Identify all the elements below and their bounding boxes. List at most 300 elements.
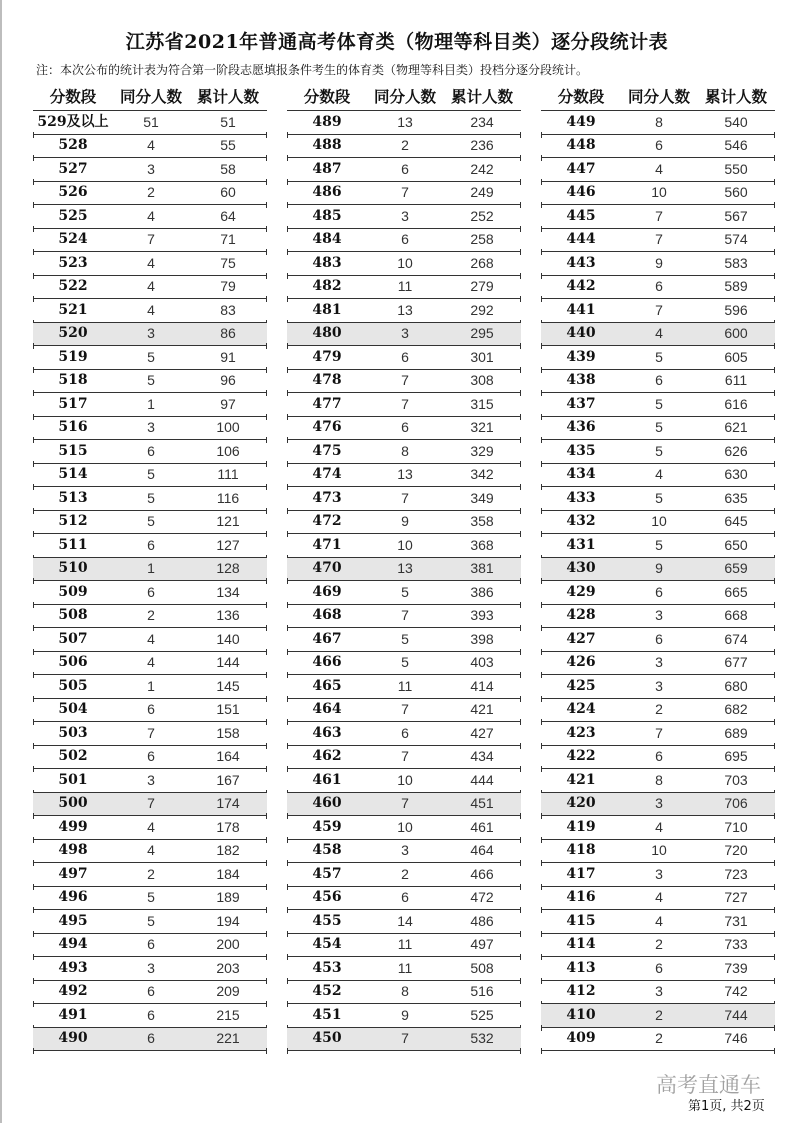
same-count-cell: 2 — [401, 865, 409, 882]
cumulative-cell: 567 — [724, 207, 748, 224]
same-count-cell: 7 — [401, 489, 409, 506]
same-count-cell: 11 — [397, 959, 413, 976]
score-cell: 488 — [312, 137, 342, 154]
same-count-cell: 10 — [651, 184, 667, 201]
score-cell: 508 — [58, 607, 88, 624]
score-cell: 449 — [566, 113, 596, 130]
cumulative-cell: 746 — [724, 1030, 748, 1047]
cumulative-cell: 626 — [724, 442, 748, 459]
score-cell: 455 — [312, 912, 342, 929]
score-cell: 412 — [566, 983, 596, 1000]
table-row — [33, 464, 267, 488]
table-row — [287, 1004, 521, 1028]
same-count-cell: 11 — [397, 936, 413, 953]
score-cell: 459 — [312, 818, 342, 835]
score-cell: 458 — [312, 842, 342, 859]
same-count-cell: 3 — [655, 654, 663, 671]
score-cell: 422 — [566, 748, 596, 765]
table-row — [33, 182, 267, 206]
cumulative-cell: 710 — [724, 818, 748, 835]
cumulative-cell: 733 — [724, 936, 748, 953]
score-cell: 435 — [566, 442, 596, 459]
score-cell: 461 — [312, 771, 342, 788]
score-table-column-2 — [287, 84, 521, 1051]
same-count-cell: 2 — [147, 865, 155, 882]
score-cell: 509 — [58, 583, 88, 600]
table-row — [33, 440, 267, 464]
score-cell: 462 — [312, 748, 342, 765]
table-row — [541, 628, 775, 652]
cumulative-cell: 421 — [470, 701, 494, 718]
same-count-cell: 5 — [147, 489, 155, 506]
score-cell: 491 — [58, 1006, 88, 1023]
cumulative-cell: 434 — [470, 748, 494, 765]
cumulative-cell: 611 — [724, 372, 748, 389]
score-cell: 476 — [312, 419, 342, 436]
cumulative-cell: 742 — [724, 983, 748, 1000]
table-row — [287, 746, 521, 770]
same-count-cell: 6 — [655, 137, 663, 154]
same-count-cell: 6 — [147, 583, 155, 600]
score-cell: 423 — [566, 724, 596, 741]
cumulative-cell: 178 — [216, 818, 240, 835]
same-count-cell: 5 — [401, 630, 409, 647]
score-cell: 434 — [566, 466, 596, 483]
cumulative-cell: 616 — [724, 395, 748, 412]
score-cell: 419 — [566, 818, 596, 835]
cumulative-cell: 242 — [470, 160, 494, 177]
table-row — [33, 276, 267, 300]
score-cell: 446 — [566, 184, 596, 201]
same-count-cell: 3 — [655, 795, 663, 812]
header-score: 分数段 — [557, 88, 605, 106]
same-count-cell: 4 — [147, 137, 155, 154]
cumulative-cell: 106 — [216, 442, 240, 459]
table-row — [33, 675, 267, 699]
table-row — [541, 675, 775, 699]
same-count-cell: 7 — [401, 701, 409, 718]
same-count-cell: 5 — [147, 372, 155, 389]
score-cell: 479 — [312, 348, 342, 365]
score-cell: 489 — [312, 113, 342, 130]
table-row — [33, 934, 267, 958]
header-same-count: 同分人数 — [627, 88, 690, 106]
cumulative-cell: 279 — [470, 278, 494, 295]
same-count-cell: 3 — [147, 771, 155, 788]
same-count-cell: 6 — [147, 936, 155, 953]
table-row — [287, 158, 521, 182]
cumulative-cell: 650 — [724, 536, 748, 553]
score-cell: 453 — [312, 959, 342, 976]
same-count-cell: 7 — [147, 795, 155, 812]
table-row — [33, 299, 267, 323]
cumulative-cell: 189 — [216, 889, 240, 906]
score-cell: 474 — [312, 466, 342, 483]
same-count-cell: 6 — [401, 724, 409, 741]
page-title: 江苏省2021年普通高考体育类（物理等科目类）逐分段统计表 — [125, 31, 669, 53]
table-row — [287, 1028, 521, 1052]
score-cell: 470 — [312, 560, 342, 577]
table-row — [287, 440, 521, 464]
score-cell: 442 — [566, 278, 596, 295]
cumulative-cell: 403 — [470, 654, 494, 671]
cumulative-cell: 393 — [470, 607, 494, 624]
table-row — [33, 699, 267, 723]
table-row — [287, 276, 521, 300]
table-row — [287, 229, 521, 253]
cumulative-cell: 532 — [470, 1030, 494, 1047]
score-cell: 523 — [58, 254, 88, 271]
same-count-cell: 7 — [655, 301, 663, 318]
same-count-cell: 7 — [655, 207, 663, 224]
same-count-cell: 8 — [655, 771, 663, 788]
score-cell: 409 — [566, 1030, 596, 1047]
table-row — [33, 417, 267, 441]
table-row — [287, 675, 521, 699]
table-row — [287, 464, 521, 488]
table-row — [287, 370, 521, 394]
same-count-cell: 8 — [401, 442, 409, 459]
same-count-cell: 2 — [401, 137, 409, 154]
same-count-cell: 7 — [655, 724, 663, 741]
table-row — [33, 863, 267, 887]
score-cell: 443 — [566, 254, 596, 271]
same-count-cell: 7 — [401, 184, 409, 201]
table-row — [287, 581, 521, 605]
score-cell: 485 — [312, 207, 342, 224]
cumulative-cell: 727 — [724, 889, 748, 906]
same-count-cell: 6 — [655, 583, 663, 600]
score-cell: 441 — [566, 301, 596, 318]
cumulative-cell: 398 — [470, 630, 494, 647]
score-cell: 427 — [566, 630, 596, 647]
score-cell: 498 — [58, 842, 88, 859]
cumulative-cell: 659 — [724, 560, 748, 577]
score-cell: 414 — [566, 936, 596, 953]
table-row — [287, 346, 521, 370]
score-cell: 444 — [566, 231, 596, 248]
table-row — [541, 793, 775, 817]
table-row — [541, 558, 775, 582]
cumulative-cell: 184 — [216, 865, 240, 882]
cumulative-cell: 221 — [216, 1030, 240, 1047]
same-count-cell: 13 — [397, 301, 413, 318]
table-note: 注：本次公布的统计表为符合第一阶段志愿填报条件考生的体育类（物理等科目类）投档分逐分段统计。 — [36, 63, 589, 77]
same-count-cell: 4 — [147, 818, 155, 835]
cumulative-cell: 358 — [470, 513, 494, 530]
score-cell: 516 — [58, 419, 88, 436]
score-cell: 464 — [312, 701, 342, 718]
same-count-cell: 5 — [401, 583, 409, 600]
same-count-cell: 3 — [147, 160, 155, 177]
same-count-cell: 6 — [655, 278, 663, 295]
score-cell: 494 — [58, 936, 88, 953]
table-header — [541, 84, 775, 111]
score-cell: 495 — [58, 912, 88, 929]
same-count-cell: 3 — [401, 325, 409, 342]
score-cell: 454 — [312, 936, 342, 953]
same-count-cell: 1 — [147, 677, 155, 694]
table-row — [33, 158, 267, 182]
score-cell: 438 — [566, 372, 596, 389]
cumulative-cell: 96 — [220, 372, 236, 389]
score-cell: 475 — [312, 442, 342, 459]
same-count-cell: 4 — [147, 654, 155, 671]
table-row — [287, 182, 521, 206]
same-count-cell: 10 — [397, 818, 413, 835]
cumulative-cell: 589 — [724, 278, 748, 295]
table-row — [541, 158, 775, 182]
cumulative-cell: 550 — [724, 160, 748, 177]
table-row — [541, 722, 775, 746]
cumulative-cell: 151 — [216, 701, 240, 718]
table-row — [541, 511, 775, 535]
score-cell: 513 — [58, 489, 88, 506]
table-row — [33, 487, 267, 511]
cumulative-cell: 665 — [724, 583, 748, 600]
cumulative-cell: 349 — [470, 489, 494, 506]
table-row — [287, 628, 521, 652]
table-row — [541, 887, 775, 911]
table-row — [541, 276, 775, 300]
cumulative-cell: 516 — [470, 983, 494, 1000]
same-count-cell: 5 — [655, 395, 663, 412]
same-count-cell: 4 — [147, 301, 155, 318]
score-cell: 430 — [566, 560, 596, 577]
score-cell: 439 — [566, 348, 596, 365]
header-cumulative: 累计人数 — [450, 88, 513, 106]
header-cumulative: 累计人数 — [196, 88, 259, 106]
score-cell: 528 — [58, 137, 88, 154]
cumulative-cell: 58 — [220, 160, 236, 177]
table-row — [541, 252, 775, 276]
same-count-cell: 9 — [401, 513, 409, 530]
same-count-cell: 6 — [147, 1006, 155, 1023]
cumulative-cell: 236 — [470, 137, 494, 154]
same-count-cell: 6 — [147, 983, 155, 1000]
table-row — [541, 769, 775, 793]
same-count-cell: 2 — [655, 1030, 663, 1047]
same-count-cell: 3 — [655, 983, 663, 1000]
same-count-cell: 4 — [655, 889, 663, 906]
cumulative-cell: 723 — [724, 865, 748, 882]
same-count-cell: 5 — [147, 348, 155, 365]
table-row — [541, 464, 775, 488]
table-row — [287, 887, 521, 911]
cumulative-cell: 560 — [724, 184, 748, 201]
score-cell: 425 — [566, 677, 596, 694]
score-cell: 473 — [312, 489, 342, 506]
cumulative-cell: 134 — [216, 583, 240, 600]
table-row — [287, 863, 521, 887]
table-row — [33, 746, 267, 770]
table-row — [33, 910, 267, 934]
same-count-cell: 3 — [147, 419, 155, 436]
cumulative-cell: 674 — [724, 630, 748, 647]
table-row — [287, 769, 521, 793]
table-row — [541, 323, 775, 347]
table-row — [33, 370, 267, 394]
score-cell: 507 — [58, 630, 88, 647]
table-row — [287, 417, 521, 441]
table-row — [541, 957, 775, 981]
score-cell: 500 — [58, 795, 88, 812]
table-row — [541, 229, 775, 253]
page-number: 第1页, 共2页 — [688, 1099, 765, 1114]
same-count-cell: 11 — [397, 278, 413, 295]
score-cell: 416 — [566, 889, 596, 906]
same-count-cell: 4 — [147, 842, 155, 859]
same-count-cell: 2 — [147, 184, 155, 201]
cumulative-cell: 645 — [724, 513, 748, 530]
cumulative-cell: 60 — [220, 184, 236, 201]
table-row — [541, 1004, 775, 1028]
same-count-cell: 2 — [147, 607, 155, 624]
table-row — [287, 957, 521, 981]
table-row — [541, 346, 775, 370]
same-count-cell: 11 — [397, 677, 413, 694]
same-count-cell: 7 — [401, 795, 409, 812]
cumulative-cell: 315 — [470, 395, 494, 412]
score-cell: 450 — [312, 1030, 342, 1047]
score-cell: 492 — [58, 983, 88, 1000]
table-row — [287, 511, 521, 535]
score-cell: 524 — [58, 231, 88, 248]
same-count-cell: 10 — [397, 771, 413, 788]
cumulative-cell: 600 — [724, 325, 748, 342]
cumulative-cell: 182 — [216, 842, 240, 859]
score-cell: 431 — [566, 536, 596, 553]
cumulative-cell: 486 — [470, 912, 494, 929]
same-count-cell: 4 — [147, 207, 155, 224]
same-count-cell: 5 — [147, 889, 155, 906]
cumulative-cell: 635 — [724, 489, 748, 506]
same-count-cell: 1 — [147, 395, 155, 412]
cumulative-cell: 731 — [724, 912, 748, 929]
table-row — [287, 652, 521, 676]
table-row — [541, 111, 775, 135]
table-row — [287, 793, 521, 817]
score-table-column-3 — [541, 84, 775, 1051]
same-count-cell: 5 — [655, 489, 663, 506]
same-count-cell: 6 — [401, 419, 409, 436]
table-row — [541, 605, 775, 629]
same-count-cell: 7 — [401, 372, 409, 389]
same-count-cell: 7 — [147, 231, 155, 248]
same-count-cell: 6 — [401, 231, 409, 248]
cumulative-cell: 703 — [724, 771, 748, 788]
score-cell: 432 — [566, 513, 596, 530]
cumulative-cell: 174 — [216, 795, 240, 812]
cumulative-cell: 136 — [216, 607, 240, 624]
same-count-cell: 3 — [655, 865, 663, 882]
cumulative-cell: 321 — [470, 419, 494, 436]
table-row — [541, 417, 775, 441]
same-count-cell: 6 — [147, 701, 155, 718]
cumulative-cell: 427 — [470, 724, 494, 741]
score-cell: 504 — [58, 701, 88, 718]
table-row — [287, 699, 521, 723]
same-count-cell: 5 — [655, 348, 663, 365]
table-row — [541, 652, 775, 676]
table-row — [33, 135, 267, 159]
cumulative-cell: 451 — [470, 795, 494, 812]
table-row — [541, 934, 775, 958]
same-count-cell: 7 — [147, 724, 155, 741]
score-cell: 445 — [566, 207, 596, 224]
table-row — [541, 981, 775, 1005]
table-row — [541, 205, 775, 229]
cumulative-cell: 111 — [217, 466, 239, 483]
table-row — [33, 981, 267, 1005]
score-cell: 466 — [312, 654, 342, 671]
cumulative-cell: 209 — [216, 983, 240, 1000]
table-row — [541, 840, 775, 864]
cumulative-cell: 140 — [216, 630, 240, 647]
table-row — [33, 581, 267, 605]
cumulative-cell: 677 — [724, 654, 748, 671]
cumulative-cell: 680 — [724, 677, 748, 694]
cumulative-cell: 164 — [216, 748, 240, 765]
same-count-cell: 1 — [147, 560, 155, 577]
cumulative-cell: 200 — [216, 936, 240, 953]
score-cell: 496 — [58, 889, 88, 906]
cumulative-cell: 695 — [724, 748, 748, 765]
same-count-cell: 6 — [655, 372, 663, 389]
cumulative-cell: 461 — [470, 818, 494, 835]
table-row — [541, 910, 775, 934]
table-row — [33, 229, 267, 253]
cumulative-cell: 100 — [216, 419, 240, 436]
score-cell: 510 — [58, 560, 88, 577]
score-cell: 447 — [566, 160, 596, 177]
table-row — [33, 887, 267, 911]
table-header — [287, 84, 521, 111]
cumulative-cell: 508 — [470, 959, 494, 976]
score-cell: 426 — [566, 654, 596, 671]
same-count-cell: 5 — [655, 442, 663, 459]
table-row — [287, 135, 521, 159]
same-count-cell: 3 — [655, 607, 663, 624]
table-row — [33, 1004, 267, 1028]
same-count-cell: 6 — [147, 748, 155, 765]
cumulative-cell: 71 — [220, 231, 236, 248]
same-count-cell: 51 — [143, 113, 159, 130]
score-cell: 469 — [312, 583, 342, 600]
table-row — [541, 534, 775, 558]
cumulative-cell: 234 — [470, 113, 494, 130]
same-count-cell: 6 — [147, 442, 155, 459]
same-count-cell: 4 — [655, 160, 663, 177]
cumulative-cell: 75 — [220, 254, 236, 271]
header-same-count: 同分人数 — [119, 88, 182, 106]
table-row — [287, 722, 521, 746]
same-count-cell: 6 — [401, 160, 409, 177]
table-row — [541, 370, 775, 394]
cumulative-cell: 194 — [216, 912, 240, 929]
score-cell: 456 — [312, 889, 342, 906]
cumulative-cell: 472 — [470, 889, 494, 906]
table-row — [287, 487, 521, 511]
cumulative-cell: 414 — [470, 677, 494, 694]
same-count-cell: 4 — [655, 325, 663, 342]
score-cell: 519 — [58, 348, 88, 365]
cumulative-cell: 706 — [724, 795, 748, 812]
table-header — [33, 84, 267, 111]
watermark: 高考直通车 — [656, 1073, 761, 1097]
same-count-cell: 6 — [147, 536, 155, 553]
table-row — [287, 558, 521, 582]
